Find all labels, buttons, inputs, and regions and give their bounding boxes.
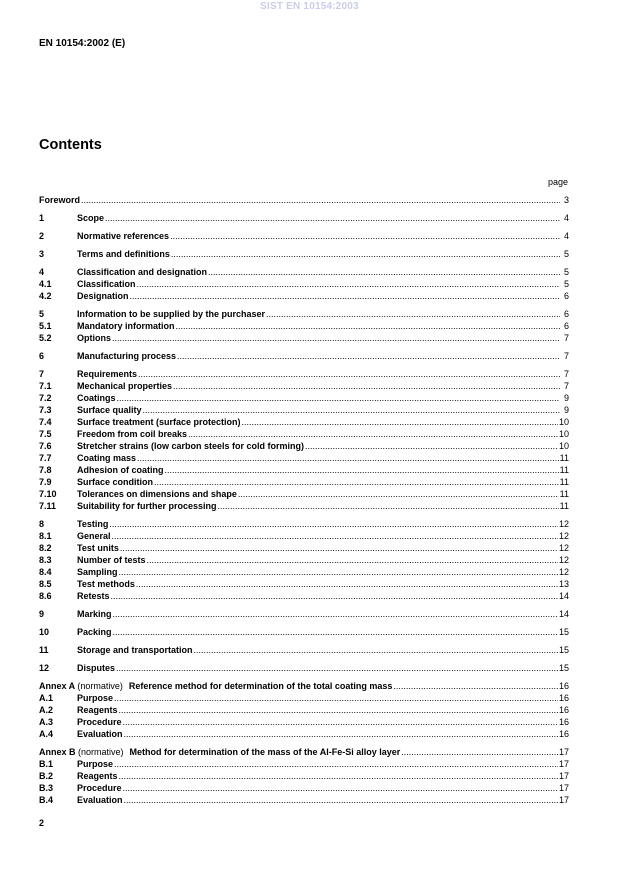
toc-entry-label: Test methods [77,579,135,589]
toc-entry[interactable] [39,644,569,656]
toc-entry[interactable] [39,464,569,476]
toc-entry-number: A.3 [39,717,54,727]
toc-entry-label: Procedure [77,717,122,727]
toc-entry-page: 9 [563,393,569,403]
toc-entry[interactable] [39,518,569,530]
toc-entry-number: 8 [39,519,45,529]
toc-entry[interactable] [39,728,569,740]
toc-entry-page: 7 [563,369,569,379]
toc-entry-label: Suitability for further processing [77,501,217,511]
toc-entry-page: 16 [558,729,569,739]
toc-entry-label: Options [77,333,111,343]
toc-leader-dots [208,266,560,278]
toc-entry[interactable] [39,794,569,806]
toc-leader-dots [176,320,560,332]
toc-entry-page: 12 [558,519,569,529]
toc-leader-dots [171,248,560,260]
toc-entry-page: 5 [563,249,569,259]
annex-heading-label [39,746,400,758]
annex-heading-label [39,680,392,692]
toc-leader-dots [105,212,560,224]
toc-entry[interactable] [39,758,569,770]
toc-entry-label: Information to be supplied by the purchaser [77,309,266,319]
toc-entry-page: 16 [558,693,569,703]
toc-leader-dots [305,440,558,452]
toc-entry-page: 13 [558,579,569,589]
toc-entry-page: 6 [563,309,569,319]
toc-entry-number: A.2 [39,705,54,715]
annex-key: Annex A [39,681,75,691]
toc-entry-label: Stretcher strains (low carbon steels for cold forming) [77,441,305,451]
toc-entry[interactable] [39,476,569,488]
toc-leader-dots [194,644,558,656]
toc-entry-page: 17 [558,783,569,793]
toc-entry-number: 4.2 [39,291,52,301]
toc-entry-number: 3 [39,249,45,259]
toc-entry[interactable] [39,380,569,392]
toc-leader-dots [119,566,558,578]
toc-entry[interactable] [39,770,569,782]
toc-entry-page: 7 [563,351,569,361]
toc-entry-page: 17 [558,759,569,769]
toc-leader-dots [116,662,558,674]
toc-entry-label: Tolerances on dimensions and shape [77,489,237,499]
toc-entry-label: Surface treatment (surface protection) [77,417,241,427]
toc-entry-page: 16 [558,717,569,727]
toc-entry-page: 12 [558,543,569,553]
toc-entry-number: 12 [39,663,50,673]
toc-entry[interactable] [39,662,569,674]
toc-entry-label: Terms and definitions [77,249,170,259]
toc-entry[interactable] [39,332,569,344]
toc-entry[interactable] [39,368,569,380]
toc-entry-number: 11 [39,645,49,655]
toc-entry-number: 6 [39,351,45,361]
toc-entry[interactable] [39,194,569,206]
toc-entry-page: 11 [559,501,569,511]
annex-type: (normative) [77,681,123,691]
toc-entry-label: Retests [77,591,110,601]
annex-page: 17 [558,747,569,757]
toc-leader-dots [137,452,559,464]
toc-entry-label: Surface condition [77,477,154,487]
toc-entry-number: B.2 [39,771,54,781]
toc-entry-number: B.3 [39,783,54,793]
toc-leader-dots [109,518,558,530]
toc-entry[interactable] [39,488,569,500]
toc-entry[interactable] [39,290,569,302]
toc-entry-label: Mechanical properties [77,381,173,391]
toc-entry[interactable] [39,578,569,590]
toc-leader-dots [114,758,558,770]
toc-entry-number: A.1 [39,693,54,703]
toc-entry-number: 7.3 [39,405,52,415]
toc-entry-label: Reagents [77,705,118,715]
toc-leader-dots [401,746,558,758]
toc-entry[interactable] [39,530,569,542]
watermark: SIST EN 10154:2003 [260,1,359,12]
toc-leader-dots [154,476,559,488]
toc-leader-dots [113,608,558,620]
toc-entry-number: 7.10 [39,489,57,499]
toc-entry-label: Purpose [77,759,114,769]
toc-entry-page: 12 [558,555,569,565]
toc-annex-heading[interactable] [39,680,569,692]
toc-entry-label: Packing [77,627,112,637]
toc-entry-label: Purpose [77,693,114,703]
toc-entry[interactable] [39,452,569,464]
toc-leader-dots [123,782,558,794]
toc-entry-page: 15 [558,627,569,637]
toc-entry-label: Mandatory information [77,321,175,331]
toc-leader-dots [177,350,560,362]
toc-entry-page: 12 [558,531,569,541]
toc-entry[interactable] [39,608,569,620]
toc-entry[interactable] [39,542,569,554]
toc-leader-dots [143,404,560,416]
toc-entry-number: B.1 [39,759,54,769]
toc-leader-dots [119,704,558,716]
toc-leader-dots [188,428,558,440]
toc-entry-page: 5 [563,279,569,289]
toc-entry-page: 14 [558,609,569,619]
annex-key: Annex B [39,747,76,757]
toc-entry-label: Foreword [39,195,81,205]
toc-entry-number: 5.2 [39,333,52,343]
toc-entry-number: 5 [39,309,45,319]
page-column-label: page [547,177,568,187]
toc-leader-dots [124,794,558,806]
toc-entry[interactable] [39,626,569,638]
toc-entry[interactable] [39,248,569,260]
toc-entry[interactable] [39,566,569,578]
toc-leader-dots [81,194,560,206]
toc-entry-page: 6 [563,321,569,331]
toc-entry-page: 3 [563,195,569,205]
toc-leader-dots [137,278,560,290]
toc-entry[interactable] [39,692,569,704]
toc-entry-label: Reagents [77,771,118,781]
toc-entry-page: 10 [558,417,569,427]
toc-leader-dots [130,290,560,302]
page-number: 2 [39,818,45,828]
toc-entry[interactable] [39,500,569,512]
toc-entry[interactable] [39,554,569,566]
toc-entry-label: Surface quality [77,405,142,415]
toc-entry-page: 15 [558,663,569,673]
toc-entry-number: 7.6 [39,441,52,451]
toc-entry-number: 7.11 [39,501,57,511]
toc-leader-dots [120,542,558,554]
toc-entry-label: Requirements [77,369,138,379]
toc-entry-number: 8.3 [39,555,52,565]
toc-entry-label: Normative references [77,231,170,241]
toc-entry-number: 9 [39,609,45,619]
toc-leader-dots [218,500,559,512]
toc-entry[interactable] [39,278,569,290]
toc-entry-page: 11 [559,465,569,475]
toc-entry-page: 11 [559,489,569,499]
toc-entry[interactable] [39,266,569,278]
toc-leader-dots [266,308,560,320]
toc-entry-page: 15 [558,645,569,655]
toc-leader-dots [165,464,559,476]
toc-entry-label: Marking [77,609,112,619]
toc-entry[interactable] [39,428,569,440]
page-title: Contents [39,137,102,153]
toc-entry-label: Test units [77,543,119,553]
toc-entry-label: Adhesion of coating [77,465,164,475]
toc-leader-dots [393,680,558,692]
toc-entry[interactable] [39,440,569,452]
toc-entry-page: 12 [558,567,569,577]
toc-entry-label: Evaluation [77,795,123,805]
toc-annex-heading[interactable] [39,746,569,758]
toc-entry-page: 6 [563,291,569,301]
toc-entry-number: 8.6 [39,591,52,601]
toc-entry-number: A.4 [39,729,54,739]
toc-leader-dots [136,578,558,590]
toc-entry-number: 10 [39,627,50,637]
annex-title: Method for determination of the mass of the Al-Fe-Si alloy layer [129,747,401,757]
toc-entry-number: 7.2 [39,393,52,403]
toc-entry-label: Sampling [77,567,118,577]
toc-entry-page: 10 [558,429,569,439]
toc-entry[interactable] [39,350,569,362]
toc-entry-page: 14 [558,591,569,601]
toc-entry[interactable] [39,416,569,428]
toc-entry-number: 8.2 [39,543,52,553]
toc-entry-number: 7.7 [39,453,52,463]
toc-leader-dots [124,728,558,740]
toc-entry-number: 2 [39,231,45,241]
toc-entry-label: Number of tests [77,555,146,565]
toc-entry-number: 7.4 [39,417,52,427]
toc-entry-number: 7.8 [39,465,52,475]
toc-entry[interactable] [39,704,569,716]
toc-entry-page: 7 [563,333,569,343]
toc-leader-dots [173,380,560,392]
toc-entry-page: 4 [563,213,569,223]
toc-entry[interactable] [39,320,569,332]
toc-leader-dots [117,392,560,404]
toc-entry-label: Classification and designation [77,267,208,277]
toc-entry-number: 1 [39,213,45,223]
toc-entry-number: 7.5 [39,429,52,439]
toc-entry-page: 5 [563,267,569,277]
toc-leader-dots [147,554,558,566]
toc-entry-number: 8.4 [39,567,52,577]
toc-entry-page: 10 [558,441,569,451]
toc-leader-dots [170,230,560,242]
toc-entry-label: Coatings [77,393,116,403]
toc-entry-page: 11 [559,477,569,487]
toc-entry-number: 7 [39,369,45,379]
toc-entry-page: 17 [558,795,569,805]
toc-entry-label: Manufacturing process [77,351,177,361]
toc-entry-label: Classification [77,279,136,289]
toc-entry[interactable] [39,212,569,224]
toc-entry-number: 4 [39,267,45,277]
toc-entry-label: Scope [77,213,105,223]
toc-leader-dots [119,770,558,782]
toc-entry-number: 8.5 [39,579,52,589]
toc-entry[interactable] [39,590,569,602]
annex-page: 16 [558,681,569,691]
toc-entry[interactable] [39,392,569,404]
toc-entry-label: Evaluation [77,729,123,739]
toc-leader-dots [114,692,558,704]
toc-leader-dots [112,530,558,542]
toc-entry-page: 11 [559,453,569,463]
toc-leader-dots [111,590,558,602]
toc-entry-page: 7 [563,381,569,391]
toc-leader-dots [123,716,558,728]
toc-entry-page: 4 [563,231,569,241]
toc-entry-label: Designation [77,291,129,301]
toc-entry-number: 4.1 [39,279,52,289]
toc-leader-dots [238,488,559,500]
toc-entry-label: Testing [77,519,109,529]
toc-entry[interactable] [39,230,569,242]
toc-entry-label: Disputes [77,663,116,673]
toc-leader-dots [112,332,560,344]
toc-entry-page: 16 [558,705,569,715]
toc-entry-label: General [77,531,111,541]
toc-entry[interactable] [39,404,569,416]
toc-entry-number: 8.1 [39,531,52,541]
toc-entry-label: Freedom from coil breaks [77,429,188,439]
toc-entry-number: 5.1 [39,321,52,331]
toc-leader-dots [242,416,558,428]
toc-entry-page: 9 [563,405,569,415]
toc-leader-dots [113,626,558,638]
toc-entry-number: 7.1 [39,381,52,391]
toc-entry[interactable] [39,308,569,320]
toc-entry[interactable] [39,782,569,794]
toc-entry-number: 7.9 [39,477,52,487]
toc-entry-number: B.4 [39,795,54,805]
toc-entry-label: Storage and transportation [77,645,193,655]
document-id: EN 10154:2002 (E) [39,38,126,49]
toc-entry[interactable] [39,716,569,728]
annex-title: Reference method for determination of the total coating mass [128,681,393,691]
table-of-contents [39,194,569,806]
toc-entry-label: Coating mass [77,453,137,463]
toc-entry-label: Procedure [77,783,122,793]
annex-type: (normative) [78,747,124,757]
toc-entry-page: 17 [558,771,569,781]
toc-leader-dots [138,368,560,380]
